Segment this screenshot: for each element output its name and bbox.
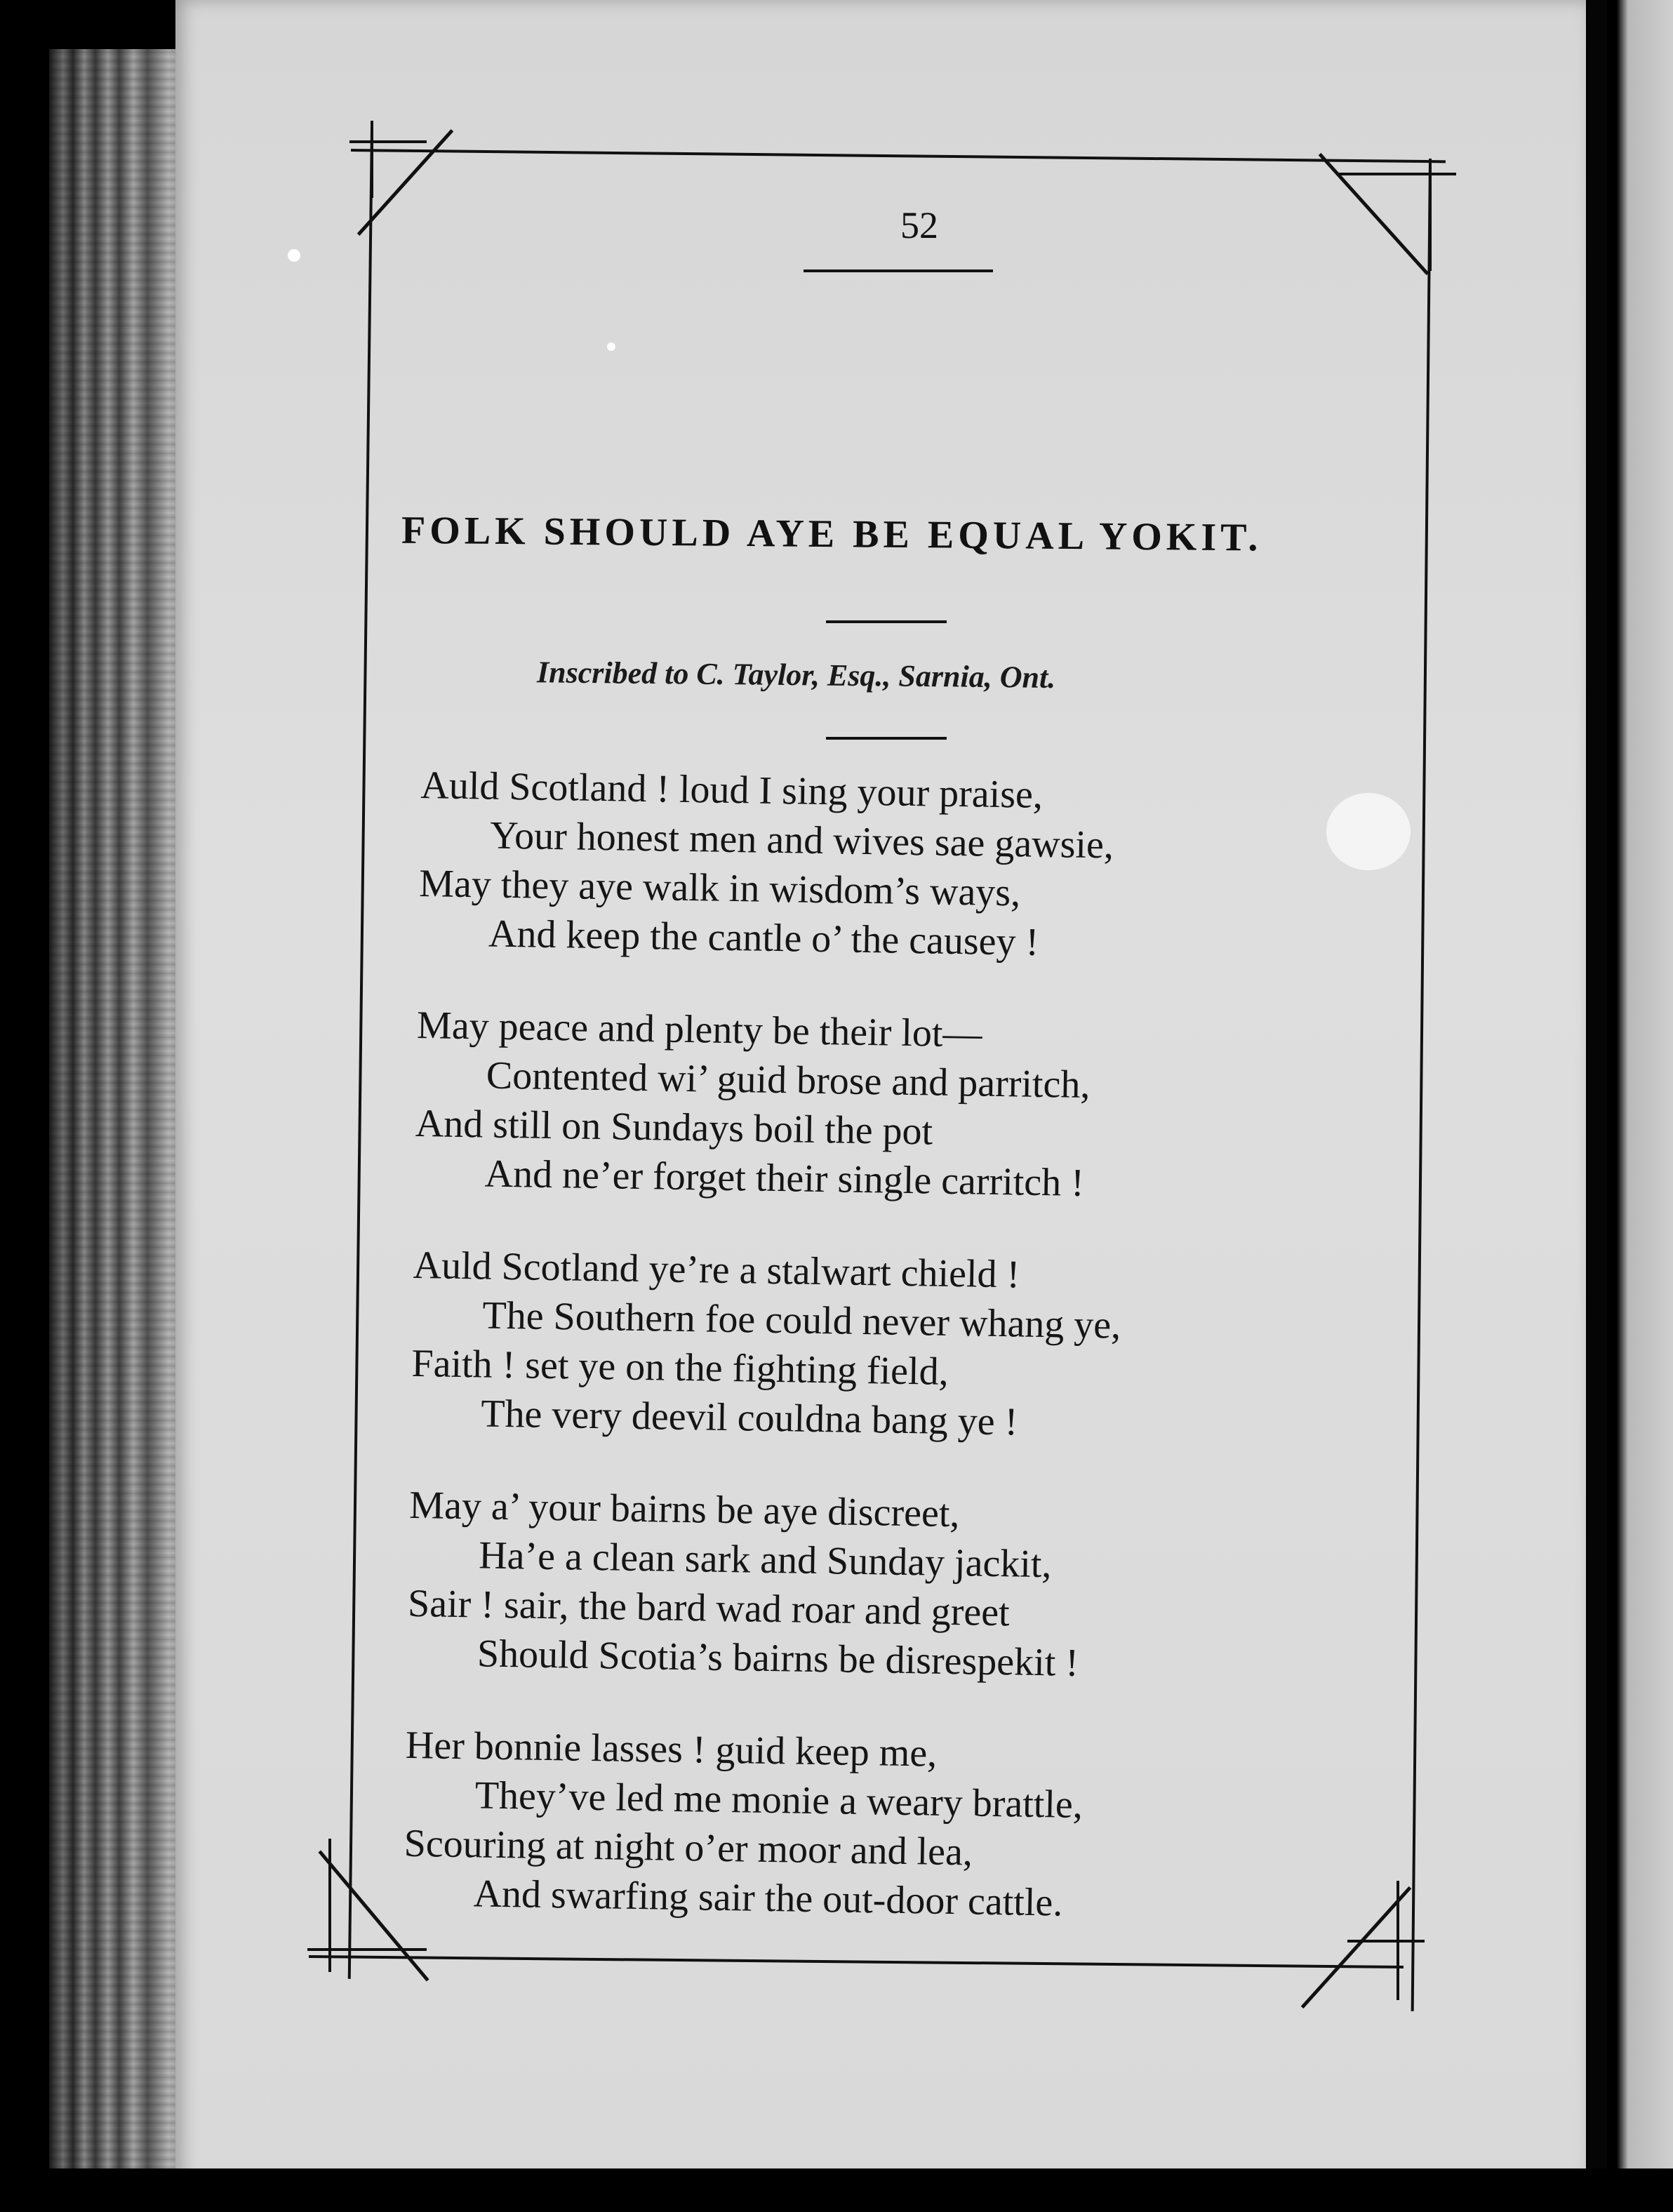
poem-line: Scouring at night o’er moor and lea,: [404, 1821, 973, 1874]
poem-line: Ha’e a clean sark and Sunday jackit,: [478, 1533, 1052, 1587]
poem-dedication: Inscribed to C. Taylor, Esq., Sarnia, Ont.: [536, 655, 1056, 695]
stanza: [414, 1001, 1357, 1212]
corner-tick: [371, 121, 373, 198]
poem-line: Sair ! sair, the bard wad roar and greet: [407, 1581, 1011, 1635]
poem-line: May peace and plenty be their lot—: [416, 1003, 982, 1056]
stanza: [403, 1721, 1346, 1932]
poem-line: Should Scotia’s bairns be disrespekit !: [476, 1632, 1079, 1685]
poem-line: May a’ your bairns be aye discreet,: [408, 1483, 960, 1536]
poem-line: Faith ! set ye on the fighting field,: [411, 1341, 949, 1394]
corner-tick: [349, 140, 427, 143]
poem-line: And ne’er forget their single carritch !: [484, 1152, 1085, 1205]
corner-tick: [1337, 173, 1456, 175]
book-gutter: [1587, 0, 1607, 2212]
scan-bottom-border: [0, 2168, 1673, 2212]
poem-line: They’ve led me monie a weary brattle,: [474, 1773, 1084, 1827]
page-number: 52: [900, 204, 938, 246]
paper-blemish: [607, 342, 615, 351]
poem-line: Her bonnie lasses ! guid keep me,: [405, 1723, 938, 1775]
paper-blemish: [1326, 793, 1411, 870]
poem-line: Auld Scotland ! loud I sing your praise,: [420, 763, 1044, 817]
poem-line: And keep the cantle o’ the causey !: [488, 912, 1039, 964]
corner-tick: [1347, 1940, 1425, 1943]
poem-line: Your honest men and wives sae gawsie,: [489, 813, 1114, 867]
title-rule: [826, 620, 947, 623]
stanza: [418, 761, 1361, 972]
facing-page-edge: [1607, 0, 1673, 2212]
poem-line: May they aye walk in wisdom’s ways,: [418, 861, 1021, 915]
poem-body: [402, 761, 1361, 1976]
paper-blemish: [288, 249, 300, 262]
stanza: [406, 1481, 1349, 1692]
page-number-rule: [804, 269, 993, 272]
dedication-rule: [826, 737, 947, 740]
poem-title: FOLK SHOULD AYE BE EQUAL YOKIT.: [401, 508, 1262, 560]
poem-line: And swarfing sair the out-door cattle.: [473, 1872, 1063, 1925]
corner-tick: [328, 1839, 331, 1972]
corner-tick: [1397, 1881, 1399, 2000]
poem-line: And still on Sundays boil the pot: [415, 1101, 933, 1154]
poem-line: The very deevil couldna bang ye !: [480, 1392, 1018, 1444]
poem-line: The Southern foe could never whang ye,: [482, 1293, 1121, 1347]
poem-line: Auld Scotland ye’re a stalwart chield !: [413, 1243, 1020, 1297]
poem-line: Contented wi’ guid brose and parritch,: [486, 1053, 1091, 1107]
corner-tick: [1429, 159, 1432, 271]
stanza: [411, 1241, 1354, 1452]
